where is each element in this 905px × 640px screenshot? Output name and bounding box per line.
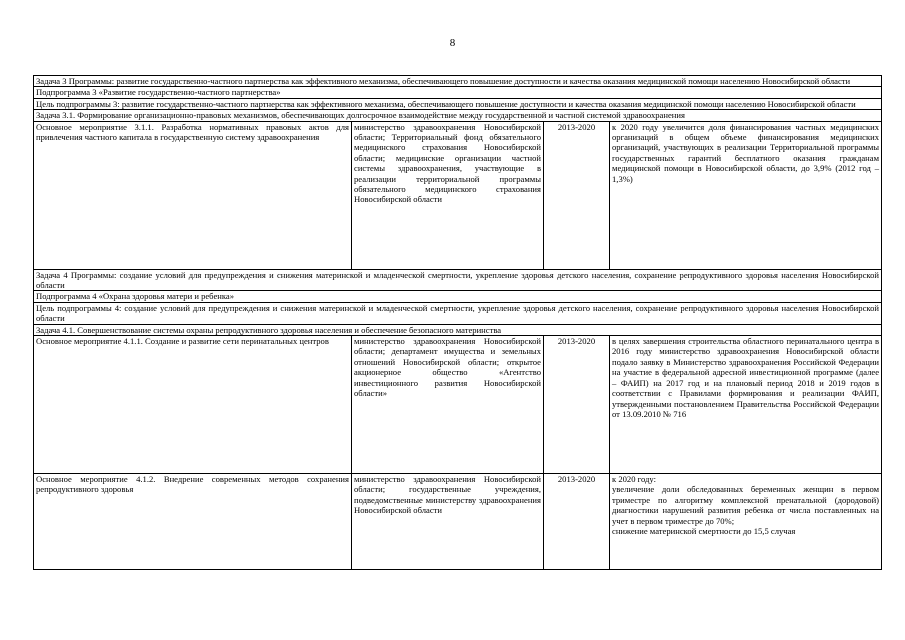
goal4-heading: Цель подпрограммы 4: создание условий для предупреждения и снижения материнской и младенческой смертности, укрепление здоровья детского населения, сохранение репродуктивного здоровья населения Новосибирской области [34, 302, 882, 324]
table-row [34, 269, 882, 291]
table-row [34, 98, 882, 109]
activity-4-1-2-period: 2013-2020 [544, 474, 610, 570]
activity-3-1-1-result: к 2020 году увеличится доля финансирования частных медицинских организаций в общем объеме финансирования медицинских организаций, участвующих в реализации Территориальной программы государственных гарантий бесплатного оказания гражданам медицинской помощи в Новосибирской области, до 3,9% (2012 год – 1,3%) [610, 121, 882, 269]
table-row [34, 336, 882, 474]
activity-3-1-1-period: 2013-2020 [544, 121, 610, 269]
activity-3-1-1-executors: министерство здравоохранения Новосибирской области; Территориальный фонд обязательного медицинского страхования Новосибирской области; медицинские организации частной системы здравоохранения, участвующие в реализации территориальной программы обязательного медицинского страхования Новосибирской области [352, 121, 544, 269]
result-line: снижение материнской смертности до 15,5 случая [612, 526, 796, 537]
result-line: увеличение доли обследованных беременных женщин в первом триместре по алгоритму комплексной пренатальной (дородовой) диагностики нарушений развития ребенка от числа поставленных на учет в первом триместре до 70%; [612, 484, 880, 526]
goal3-heading: Цель подпрограммы 3: развитие государственно-частного партнерства как эффективного механизма, обеспечивающего повышение доступности и качества оказания медицинской помощи населению Новосибирской области [34, 98, 882, 109]
activity-4-1-2-name: Основное мероприятие 4.1.2. Внедрение современных методов сохранения репродуктивного здоровья [34, 474, 352, 570]
result-line: к 2020 году: [612, 474, 656, 485]
program-table [33, 75, 882, 570]
activity-4-1-1-name: Основное мероприятие 4.1.1. Создание и развитие сети перинатальных центров [34, 336, 352, 474]
table-row [34, 291, 882, 302]
subprogram4-heading: Подпрограмма 4 «Охрана здоровья матери и ребенка» [34, 291, 882, 302]
table-row [34, 302, 882, 324]
subprogram3-heading: Подпрограмма 3 «Развитие государственно-частного партнерства» [34, 87, 882, 98]
activity-3-1-1-name: Основное мероприятие 3.1.1. Разработка нормативных правовых актов для привлечения частного капитала в государственную систему здравоохранения [34, 121, 352, 269]
task4-1-heading: Задача 4.1. Совершенствование системы охраны репродуктивного здоровья населения и обеспечение безопасного материнства [34, 324, 882, 335]
activity-4-1-1-result: в целях завершения строительства областного перинатального центра в 2016 году министерство здравоохранения Новосибирской области подало заявку в Министерство здравоохранения Российской Федерации на участие в федеральной адресной инвестиционной программе (далее – ФАИП) на 2017 год и на плановый период 2018 и 2019 годов в соответствии с Правилами формирования и реализации ФАИП, утвержденными постановлением Правительства Российской Федерации от 13.09.2010 № 716 [610, 336, 882, 474]
table-row [34, 87, 882, 98]
activity-4-1-1-period: 2013-2020 [544, 336, 610, 474]
table-row [34, 474, 882, 570]
activity-4-1-2-result [610, 474, 882, 570]
table-row [34, 110, 882, 121]
task4-heading: Задача 4 Программы: создание условий для предупреждения и снижения материнской и младенческой смертности, укрепление здоровья детского населения, сохранение репродуктивного здоровья населения Новосибирской области [34, 269, 882, 291]
table-row [34, 121, 882, 269]
page-number: 8 [449, 37, 456, 49]
table-row [34, 76, 882, 87]
activity-4-1-1-executors: министерство здравоохранения Новосибирской области; департамент имущества и земельных отношений Новосибирской области; открытое акционерное общество «Агентство инвестиционного развития Новосибирской области» [352, 336, 544, 474]
task3-1-heading: Задача 3.1. Формирование организационно-правовых механизмов, обеспечивающих долгосрочное взаимодействие между государственной и частной системой здравоохранения [34, 110, 882, 121]
task3-heading: Задача 3 Программы: развитие государственно-частного партнерства как эффективного механизма, обеспечивающего повышение доступности и качества оказания медицинской помощи населению Новосибирской области [34, 76, 882, 87]
table-row [34, 324, 882, 335]
activity-4-1-2-executors: министерство здравоохранения Новосибирской области; государственные учреждения, подведомственные министерству здравоохранения Новосибирской области [352, 474, 544, 570]
